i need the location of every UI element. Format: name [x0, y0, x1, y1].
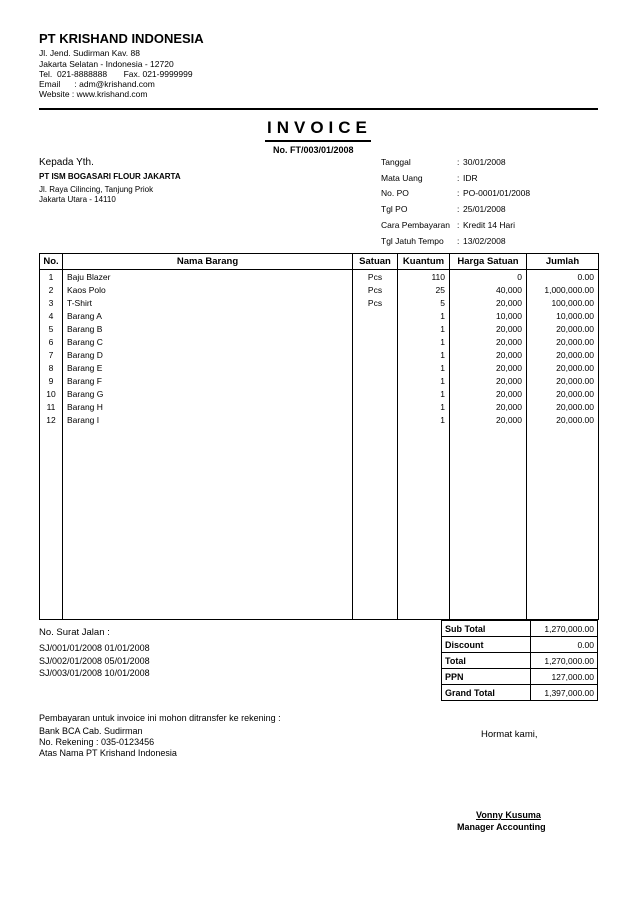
- item-quantity: 1: [398, 335, 450, 348]
- meta-colon: :: [457, 220, 460, 230]
- items-table: [39, 253, 599, 620]
- item-unit-price: 20,000: [450, 322, 527, 335]
- meta-value: Kredit 14 Hari: [463, 220, 515, 230]
- total-row: [442, 685, 598, 701]
- customer-name: PT ISM BOGASARI FLOUR JAKARTA: [39, 172, 181, 181]
- invoice-title-underline: [265, 140, 371, 142]
- header-jumlah: Jumlah: [527, 254, 599, 270]
- item-unit-price: 20,000: [450, 296, 527, 309]
- item-no: 6: [40, 335, 63, 348]
- meta-label: Mata Uang: [381, 173, 423, 183]
- item-unit: [353, 374, 398, 387]
- invoice-title: INVOICE: [267, 118, 372, 137]
- empty-cell: [450, 426, 527, 620]
- item-quantity: 1: [398, 387, 450, 400]
- item-quantity: 1: [398, 361, 450, 374]
- total-row: [442, 653, 598, 669]
- item-name: Barang A: [63, 309, 353, 322]
- meta-colon: :: [457, 188, 460, 198]
- empty-cell: [398, 426, 450, 620]
- meta-label: Cara Pembayaran: [381, 220, 450, 230]
- item-unit: Pcs: [353, 283, 398, 296]
- total-label: Total: [442, 653, 531, 669]
- payment-line1: Pembayaran untuk invoice ini mohon ditransfer ke rekening :: [39, 713, 281, 723]
- item-no: 11: [40, 400, 63, 413]
- item-amount: 20,000.00: [527, 322, 599, 335]
- item-name: Kaos Polo: [63, 283, 353, 296]
- header-no: No.: [40, 254, 63, 270]
- item-amount: 20,000.00: [527, 387, 599, 400]
- item-no: 9: [40, 374, 63, 387]
- meta-label: Tgl Jatuh Tempo: [381, 236, 444, 246]
- meta-colon: :: [457, 157, 460, 167]
- header-nama-barang: Nama Barang: [63, 254, 353, 270]
- item-amount: 20,000.00: [527, 400, 599, 413]
- item-amount: 20,000.00: [527, 361, 599, 374]
- customer-address-line2: Jakarta Utara - 14110: [39, 195, 116, 204]
- item-no: 10: [40, 387, 63, 400]
- total-label: Discount: [442, 637, 531, 653]
- header-divider: [39, 108, 598, 110]
- company-website: Website : www.krishand.com: [39, 89, 148, 99]
- item-unit-price: 20,000: [450, 361, 527, 374]
- item-no: 4: [40, 309, 63, 322]
- item-unit-price: 10,000: [450, 309, 527, 322]
- item-amount: 0.00: [527, 270, 599, 284]
- item-unit: [353, 400, 398, 413]
- customer-address-line1: Jl. Raya Cilincing, Tanjung Priok: [39, 185, 154, 194]
- meta-value: PO-0001/01/2008: [463, 188, 531, 198]
- item-unit: [353, 413, 398, 426]
- item-name: Barang D: [63, 348, 353, 361]
- item-no: 8: [40, 361, 63, 374]
- item-unit-price: 20,000: [450, 348, 527, 361]
- total-value: 1,270,000.00: [531, 653, 598, 669]
- company-phone: Tel. 021-8888888 Fax. 021-9999999: [39, 69, 193, 79]
- item-amount: 20,000.00: [527, 335, 599, 348]
- table-row: [40, 348, 599, 361]
- table-row: [40, 322, 599, 335]
- item-unit-price: 20,000: [450, 374, 527, 387]
- total-value: 0.00: [531, 637, 598, 653]
- company-email: Email : adm@krishand.com: [39, 79, 155, 89]
- item-no: 3: [40, 296, 63, 309]
- item-no: 1: [40, 270, 63, 284]
- item-unit: [353, 322, 398, 335]
- signatory-title: Manager Accounting: [457, 822, 546, 832]
- item-amount: 20,000.00: [527, 374, 599, 387]
- table-row: [40, 374, 599, 387]
- meta-value: IDR: [463, 173, 478, 183]
- item-unit: [353, 387, 398, 400]
- item-unit: Pcs: [353, 296, 398, 309]
- item-name: Barang F: [63, 374, 353, 387]
- item-name: T-Shirt: [63, 296, 353, 309]
- table-row: [40, 283, 599, 296]
- total-row: [442, 621, 598, 637]
- table-row: [40, 270, 599, 284]
- total-value: 1,397,000.00: [531, 685, 598, 701]
- invoice-number: No. FT/003/01/2008: [273, 145, 354, 155]
- table-row: [40, 361, 599, 374]
- company-address-line2: Jakarta Selatan - Indonesia - 12720: [39, 59, 174, 69]
- item-name: Barang B: [63, 322, 353, 335]
- item-quantity: 1: [398, 322, 450, 335]
- table-header-row: [40, 254, 599, 270]
- item-quantity: 1: [398, 309, 450, 322]
- meta-value: 25/01/2008: [463, 204, 506, 214]
- table-row: [40, 413, 599, 426]
- total-label: PPN: [442, 669, 531, 685]
- item-amount: 100,000.00: [527, 296, 599, 309]
- header-harga-satuan: Harga Satuan: [450, 254, 527, 270]
- item-no: 12: [40, 413, 63, 426]
- surat-jalan-entry: SJ/003/01/2008 10/01/2008: [39, 668, 150, 678]
- payment-bank: Bank BCA Cab. Sudirman: [39, 726, 143, 736]
- table-filler-row: [40, 426, 599, 620]
- item-quantity: 25: [398, 283, 450, 296]
- item-name: Barang G: [63, 387, 353, 400]
- surat-jalan-entry: SJ/001/01/2008 01/01/2008: [39, 643, 150, 653]
- item-unit: Pcs: [353, 270, 398, 284]
- item-no: 7: [40, 348, 63, 361]
- total-row: [442, 669, 598, 685]
- empty-cell: [63, 426, 353, 620]
- empty-cell: [40, 426, 63, 620]
- item-amount: 20,000.00: [527, 413, 599, 426]
- customer-greeting: Kepada Yth.: [39, 157, 94, 168]
- item-quantity: 1: [398, 413, 450, 426]
- item-name: Barang I: [63, 413, 353, 426]
- table-row: [40, 296, 599, 309]
- meta-value: 13/02/2008: [463, 236, 506, 246]
- item-no: 5: [40, 322, 63, 335]
- item-unit-price: 20,000: [450, 335, 527, 348]
- total-value: 1,270,000.00: [531, 621, 598, 637]
- item-unit-price: 20,000: [450, 387, 527, 400]
- item-unit: [353, 361, 398, 374]
- empty-cell: [527, 426, 599, 620]
- surat-jalan-entry: SJ/002/01/2008 05/01/2008: [39, 656, 150, 666]
- meta-colon: :: [457, 204, 460, 214]
- table-row: [40, 400, 599, 413]
- item-quantity: 1: [398, 374, 450, 387]
- closing-text: Hormat kami,: [481, 729, 538, 740]
- item-quantity: 1: [398, 348, 450, 361]
- item-unit: [353, 309, 398, 322]
- meta-label: Tgl PO: [381, 204, 408, 214]
- item-amount: 20,000.00: [527, 348, 599, 361]
- surat-jalan-title: No. Surat Jalan :: [39, 627, 110, 638]
- table-row: [40, 335, 599, 348]
- item-quantity: 110: [398, 270, 450, 284]
- item-name: Baju Blazer: [63, 270, 353, 284]
- total-value: 127,000.00: [531, 669, 598, 685]
- item-unit-price: 20,000: [450, 400, 527, 413]
- total-label: Grand Total: [442, 685, 531, 701]
- total-row: [442, 637, 598, 653]
- item-name: Barang E: [63, 361, 353, 374]
- meta-colon: :: [457, 173, 460, 183]
- item-unit-price: 40,000: [450, 283, 527, 296]
- meta-label: No. PO: [381, 188, 409, 198]
- item-amount: 1,000,000.00: [527, 283, 599, 296]
- meta-value: 30/01/2008: [463, 157, 506, 167]
- empty-cell: [353, 426, 398, 620]
- item-name: Barang H: [63, 400, 353, 413]
- item-no: 2: [40, 283, 63, 296]
- item-unit: [353, 348, 398, 361]
- signatory-name: Vonny Kusuma: [476, 810, 541, 820]
- payment-account-name: Atas Nama PT Krishand Indonesia: [39, 748, 177, 758]
- item-unit-price: 20,000: [450, 413, 527, 426]
- company-address-line1: Jl. Jend. Sudirman Kav. 88: [39, 48, 140, 58]
- header-satuan: Satuan: [353, 254, 398, 270]
- item-name: Barang C: [63, 335, 353, 348]
- meta-label: Tanggal: [381, 157, 411, 167]
- total-label: Sub Total: [442, 621, 531, 637]
- item-quantity: 5: [398, 296, 450, 309]
- company-name: PT KRISHAND INDONESIA: [39, 31, 204, 46]
- item-amount: 10,000.00: [527, 309, 599, 322]
- header-kuantum: Kuantum: [398, 254, 450, 270]
- item-quantity: 1: [398, 400, 450, 413]
- item-unit-price: 0: [450, 270, 527, 284]
- payment-account-number: No. Rekening : 035-0123456: [39, 737, 155, 747]
- table-row: [40, 387, 599, 400]
- meta-colon: :: [457, 236, 460, 246]
- table-row: [40, 309, 599, 322]
- item-unit: [353, 335, 398, 348]
- totals-table: [441, 620, 598, 701]
